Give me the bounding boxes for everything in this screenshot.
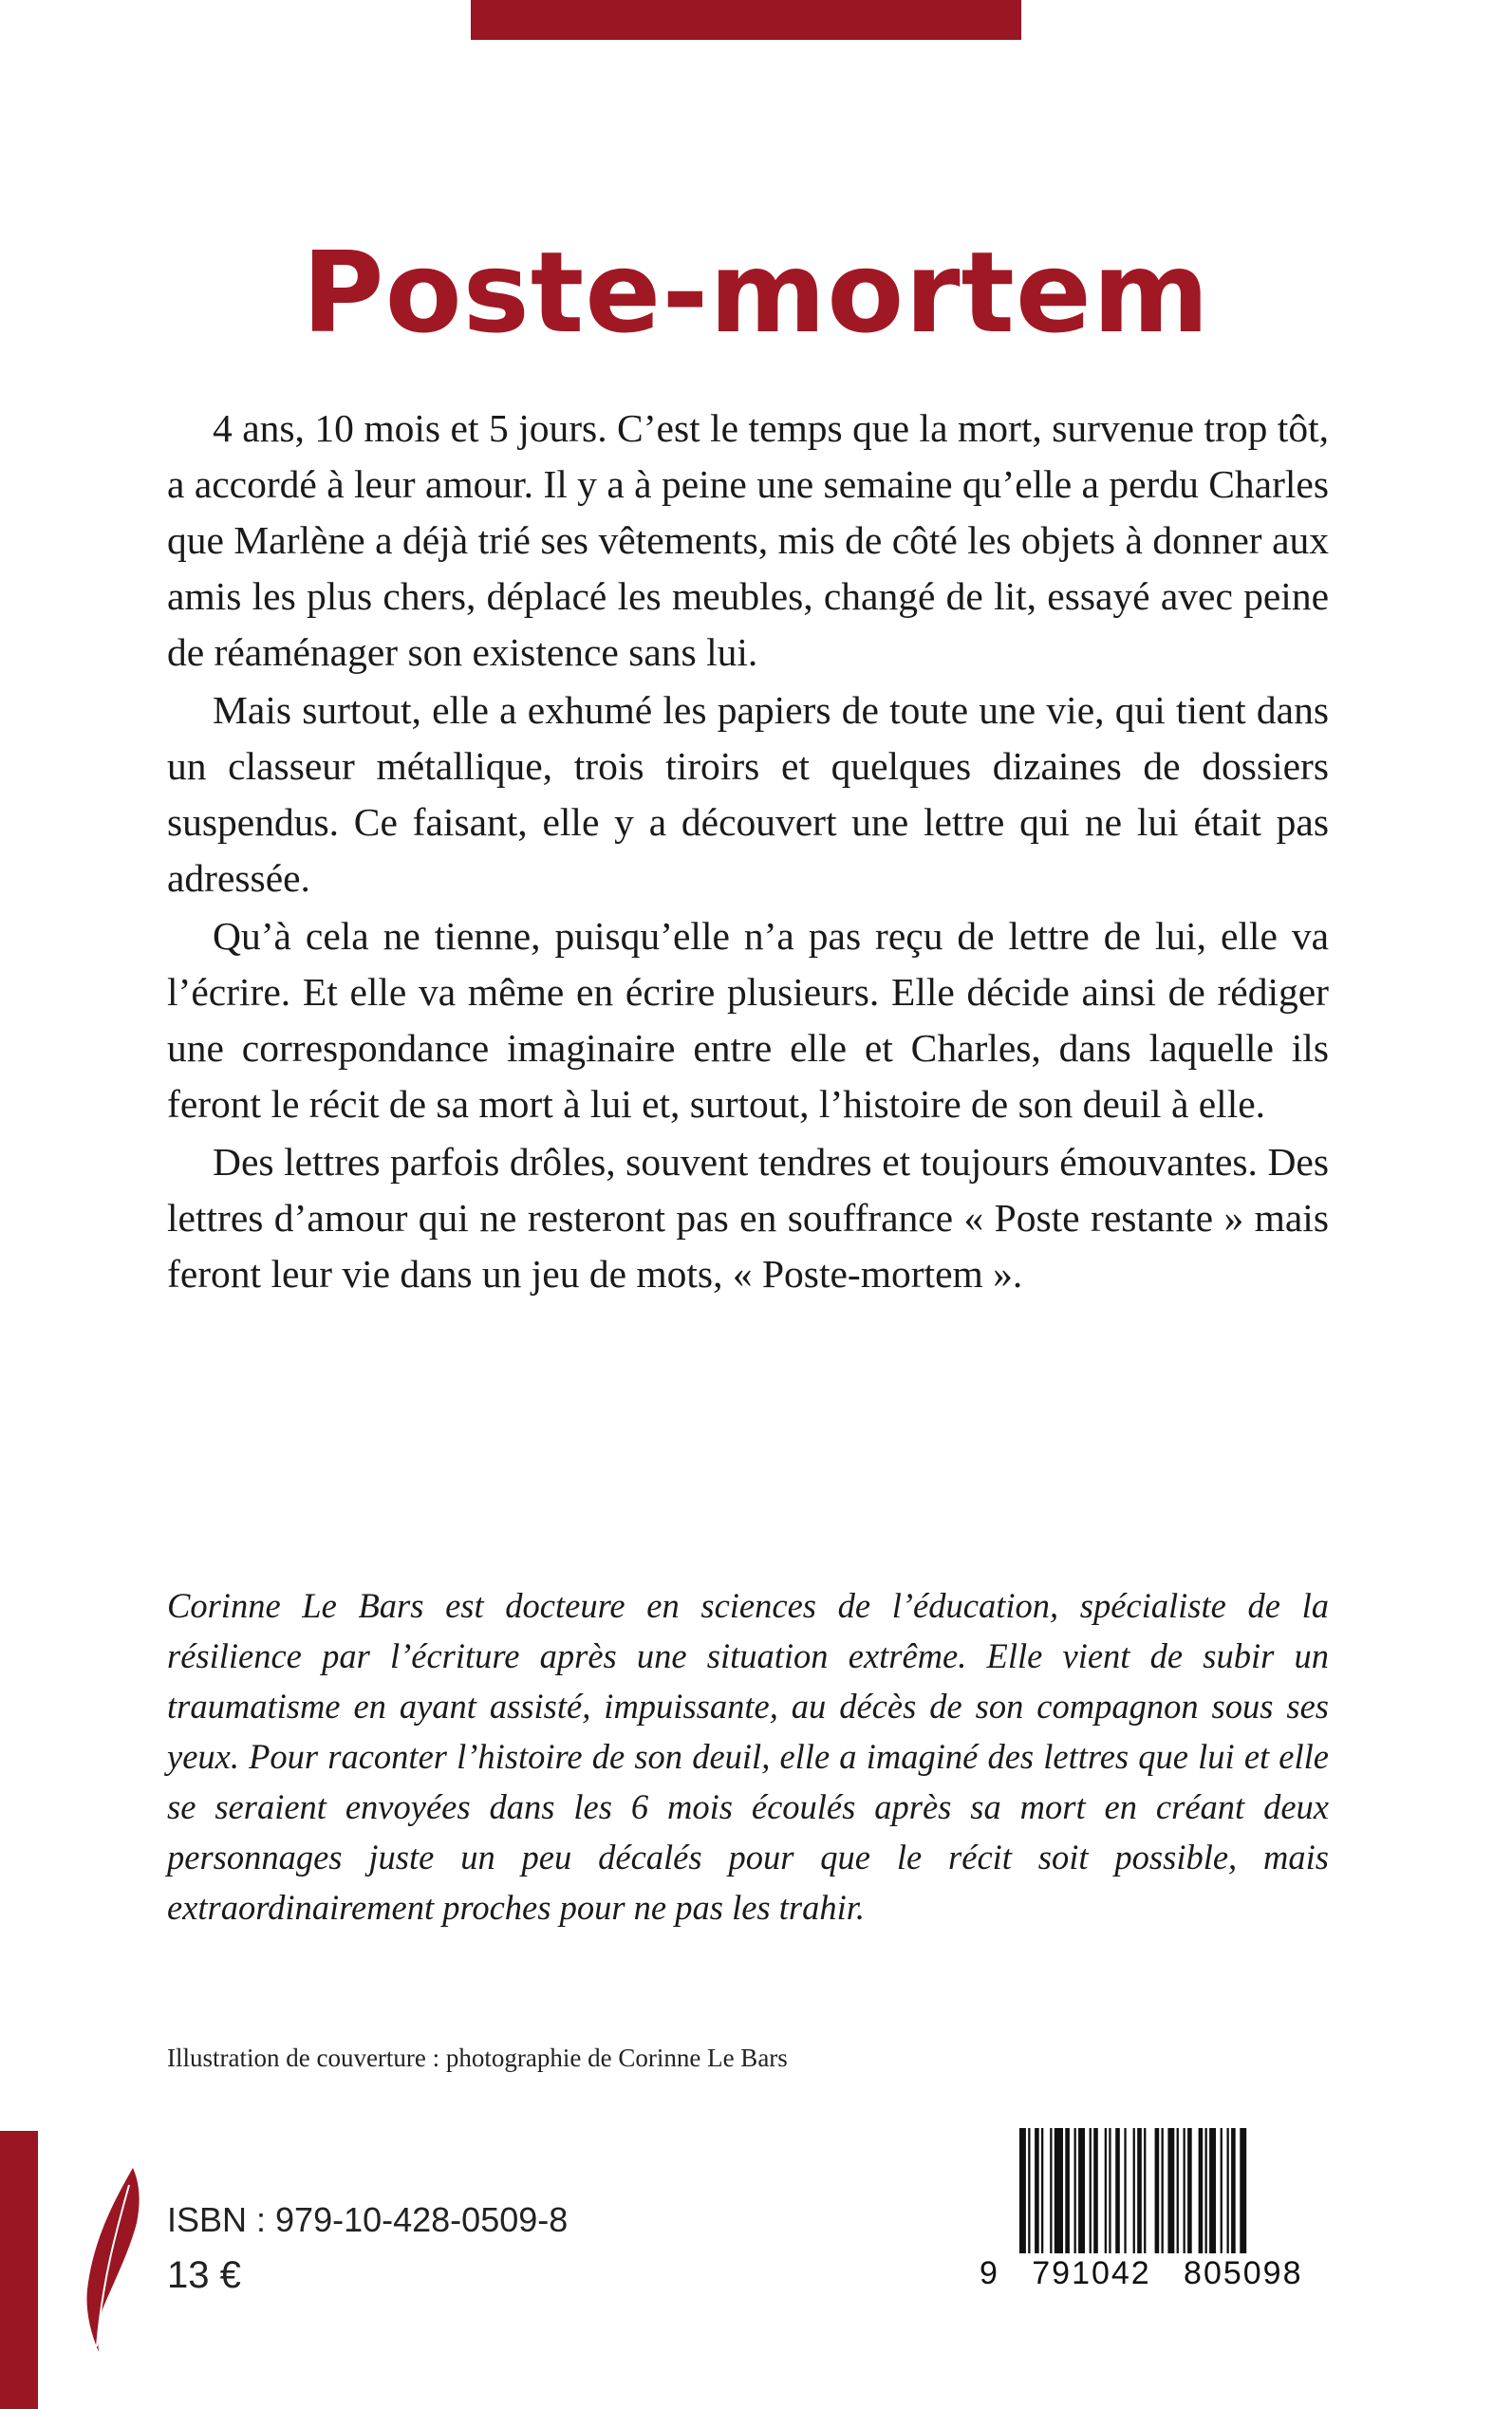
barcode-bar — [1184, 2128, 1185, 2253]
barcode-bar — [1041, 2128, 1043, 2253]
barcode-bar — [1177, 2128, 1179, 2253]
barcode-bar — [1065, 2128, 1070, 2253]
barcode-bar — [1105, 2128, 1107, 2253]
top-accent-bar — [471, 0, 1021, 40]
price-text: 13 € — [167, 2254, 241, 2296]
barcode-bar — [1090, 2128, 1092, 2253]
side-accent-bar — [0, 2131, 38, 2409]
barcode-bar — [1050, 2128, 1052, 2253]
barcode-bar — [1187, 2128, 1192, 2253]
summary-paragraph: Mais surtout, elle a exhumé les papiers de toute une vie, qui tient dans un classeur métallique, trois tiroirs et quelques dizaines de dossiers suspendus. Ce faisant, elle y a découvert une lettre qui ne lui était pas adressée. — [167, 688, 1329, 900]
barcode-bar — [1074, 2128, 1076, 2253]
author-bio — [167, 1580, 1329, 1933]
barcode-bar — [1167, 2128, 1174, 2253]
barcode-bar — [1093, 2128, 1098, 2253]
barcode — [980, 2128, 1331, 2305]
barcode-bar — [1055, 2128, 1063, 2253]
barcode-bar — [1199, 2128, 1204, 2253]
barcode-bar — [1240, 2128, 1246, 2253]
quill-icon — [74, 2166, 150, 2356]
book-title: Poste-mortem — [302, 227, 1210, 359]
summary-paragraph: Qu’à cela ne tienne, puisqu’elle n’a pas reçu de lettre de lui, elle va l’écrire. Et elle va même en écrire plusieurs. Elle décide ainsi de rédiger une correspondance imaginaire entre elle et Charles, dans laquelle ils feront le récit de sa mort à lui et, surtout, l’histoire de son deuil à elle. — [167, 914, 1329, 1126]
barcode-bar — [1078, 2128, 1085, 2253]
barcode-bar — [1133, 2128, 1135, 2253]
summary-paragraph: Des lettres parfois drôles, souvent tendres et toujours émouvantes. Des lettres d’amour qui ne resteront pas en souffrance « Poste restante » mais feront leur vie dans un jeu de mots, « Poste-mortem ». — [167, 1140, 1329, 1296]
barcode-bar — [1035, 2128, 1039, 2253]
summary-paragraph: 4 ans, 10 mois et 5 jours. C’est le temps que la mort, survenue trop tôt, a accordé à leur amour. Il y a à peine une semaine qu’elle a perdu Charles que Marlène a déjà trié ses vêtements, mis de côté les objets à donner aux amis les plus chers, déplacé les meubles, changé de lit, essayé avec peine de réaménager son existence sans lui. — [167, 406, 1329, 674]
barcode-bar — [1231, 2128, 1236, 2253]
barcode-bar — [1209, 2128, 1216, 2253]
barcode-bar — [1144, 2128, 1146, 2253]
author-bio-text: Corinne Le Bars est docteure en sciences de l’éducation, spécialiste de la résilience par l’écriture après une situation extrême. Elle vient de subir un traumatisme en ayant assisté, impuissante, au décès de son compagnon sous ses yeux. Pour raconter l’histoire de son deuil, elle a imaginé des lettres que lui et elle se seraient envoyées dans les 6 mois écoulés après sa mort en créant deux personnages juste un peu décalés pour que le récit soit possible, mais extraordinairement proches pour ne pas les trahir. — [167, 1586, 1329, 1927]
barcode-bar — [1227, 2128, 1229, 2253]
book-summary — [167, 401, 1329, 1304]
barcode-bar — [1155, 2128, 1160, 2253]
illustration-credit: Illustration de couverture : photographie de Corinne Le Bars — [167, 2044, 788, 2072]
barcode-bar — [1205, 2128, 1207, 2253]
barcode-bar — [1109, 2128, 1111, 2253]
barcode-bar — [1162, 2128, 1164, 2253]
barcode-bar — [1028, 2128, 1030, 2253]
barcode-bar — [1124, 2128, 1126, 2253]
barcode-number: 9 791042 805098 — [980, 2255, 1303, 2291]
barcode-bars — [1019, 2128, 1295, 2253]
barcode-bar — [1115, 2128, 1120, 2253]
isbn-text: ISBN : 979-10-428-0509-8 — [167, 2200, 569, 2239]
barcode-bar — [1137, 2128, 1142, 2253]
barcode-bar — [1019, 2128, 1026, 2253]
barcode-bar — [1221, 2128, 1223, 2253]
